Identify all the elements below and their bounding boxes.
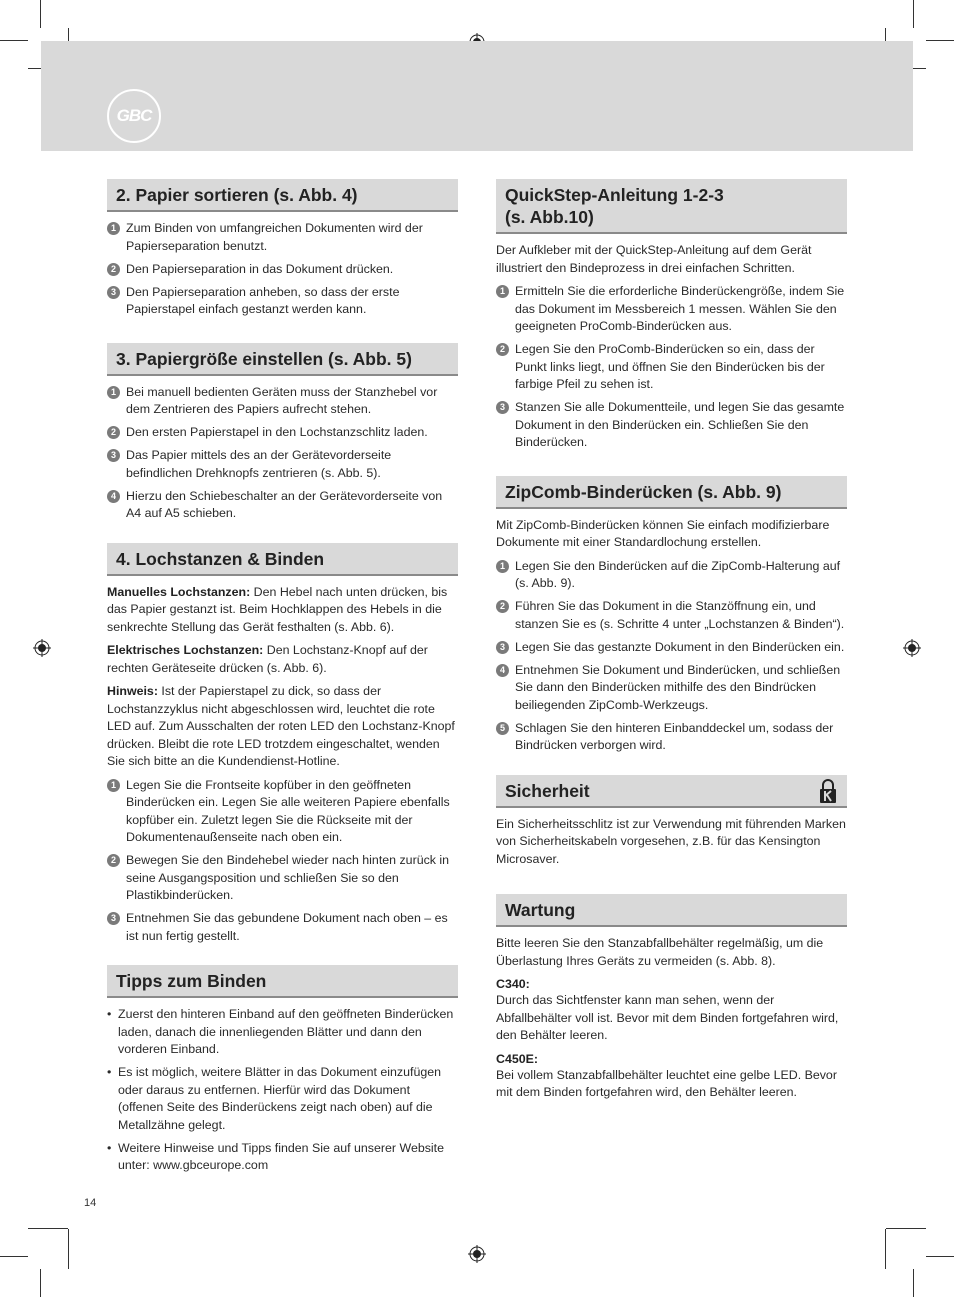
step-item xyxy=(496,341,847,394)
step-text: Hierzu den Schiebeschalter an der Gerätevorderseite von A4 auf A5 schieben. xyxy=(126,488,443,520)
step-list xyxy=(107,384,458,523)
sicherheit-text: Ein Sicherheitsschlitz ist zur Verwendung mit führenden Marken von Sicherheitskabeln vorgesehen, z.B. für das Kensington Microsaver. xyxy=(496,816,846,866)
bullet-item: • Weitere Hinweise und Tipps finden Sie auf unserer Website unter: www.gbceurope.com xyxy=(107,1140,458,1175)
step-number-icon: 1 xyxy=(107,222,120,235)
step-number-icon: 1 xyxy=(496,560,509,573)
section-heading: 3. Papiergröße einstellen (s. Abb. 5) xyxy=(107,343,458,376)
step-item xyxy=(107,777,458,847)
step-text: Stanzen Sie alle Dokumentteile, und legen Sie das gesamte Dokument in den Binderücken ein. Schließen Sie den Binderücken. xyxy=(515,400,845,449)
crop-mark xyxy=(40,1269,41,1297)
step-item xyxy=(496,720,847,755)
crop-mark xyxy=(0,1256,28,1257)
step-item xyxy=(107,384,458,419)
crop-mark xyxy=(913,0,914,28)
paragraph-text: Den Hebel nach unten drücken, bis das Papier gestanzt ist. Beim Hochklappen des Hebels in die senkrechte Stellung das Gerät festhalten (s. Abb. 6). xyxy=(107,584,448,634)
crop-mark xyxy=(68,1229,69,1269)
registration-mark-icon xyxy=(468,1245,486,1263)
step-list xyxy=(107,777,458,946)
step-text: Schlagen Sie den hinteren Einbanddeckel um, sodass der Bindrücken verborgen wird. xyxy=(515,720,834,752)
intro-text: Der Aufkleber mit der QuickStep-Anleitung auf dem Gerät illustriert den Bindeprozess in drei einfachen Schritten. xyxy=(496,243,812,275)
kensington-lock-icon xyxy=(819,778,837,804)
paragraph-text: Den Lochstanz-Knopf auf der rechten Geräteseite drücken (s. Abb. 6). xyxy=(107,643,428,675)
step-item xyxy=(496,283,847,336)
heading-line: (s. Abb.10) xyxy=(505,207,594,227)
step-item xyxy=(107,447,458,482)
section-heading: ZipComb-Binderücken (s. Abb. 9) xyxy=(496,476,847,509)
section-heading: 2. Papier sortieren (s. Abb. 4) xyxy=(107,179,458,212)
header-band xyxy=(41,41,913,151)
crop-mark xyxy=(40,0,41,28)
section-sicherheit xyxy=(496,775,847,869)
step-list xyxy=(496,283,847,452)
paragraph-text: Ist der Papierstapel zu dick, so dass der Lochstanzzyklus nicht abgeschlossen wird, leuchtet die rote LED auf. Zum Ausschalten der roten LED den Lochstanz-Knopf drücken. Bleibt die rote LED trotzdem eingeschaltet, wenden Sie sich bitte an die Kundendienst-Hotline. xyxy=(107,684,455,768)
step-number-icon: 4 xyxy=(107,490,120,503)
step-item xyxy=(107,852,458,905)
step-text: Legen Sie die Frontseite kopfüber in den geöffneten Binderücken ein. Legen Sie alle weiteren Papiere ebenfalls kopfüber ein. Zuletzt legen Sie die Rückseite mit der Dokumentenaußenseite nach oben ein. xyxy=(126,777,450,844)
section-heading xyxy=(496,775,847,808)
step-text: Den Papierseparation in das Dokument drücken. xyxy=(126,261,394,276)
step-number-icon: 2 xyxy=(107,263,120,276)
step-list xyxy=(496,558,847,755)
c340-text: Durch das Sichtfenster kann man sehen, wenn der Abfallbehälter voll ist. Bevor mit dem Binden fortgefahren wird, den Behälter leeren. xyxy=(496,993,839,1042)
section-heading: Tipps zum Binden xyxy=(107,965,458,998)
step-number-icon: 1 xyxy=(107,386,120,399)
step-item xyxy=(107,488,458,523)
step-item xyxy=(496,639,847,657)
step-number-icon: 3 xyxy=(107,449,120,462)
paragraph-hinweis xyxy=(107,683,458,771)
step-number-icon: 2 xyxy=(107,854,120,867)
step-number-icon: 3 xyxy=(496,641,509,654)
step-item xyxy=(107,910,458,945)
section-heading: 4. Lochstanzen & Binden xyxy=(107,543,458,576)
registration-mark-icon xyxy=(33,639,51,657)
model-label-c340: C340: xyxy=(496,977,530,991)
heading-line: QuickStep-Anleitung 1-2-3 xyxy=(505,185,724,205)
page-number: 14 xyxy=(84,1197,97,1209)
section-papiergroesse xyxy=(107,343,458,523)
step-item xyxy=(107,284,458,319)
intro-text: Mit ZipComb-Binderücken können Sie einfach modifizierbare Dokumente mit einer Standardlochung erstellen. xyxy=(496,517,830,549)
step-text: Bewegen Sie den Bindehebel wieder nach hinten zurück in seine Ausgangsposition und schließen Sie so den Plastikbinderücken. xyxy=(126,853,450,902)
crop-mark xyxy=(885,1229,886,1269)
step-text: Ermitteln Sie die erforderliche Binderückengröße, indem Sie das Dokument im Messbereich 1 messen. Wählen Sie den geeigneten ProComb-Binderücken aus. xyxy=(515,284,845,333)
step-item xyxy=(107,220,458,255)
heading-text: Sicherheit xyxy=(505,780,590,801)
step-text: Zum Binden von umfangreichen Dokumenten wird der Papierseparation benutzt. xyxy=(126,221,423,253)
section-papier-sortieren xyxy=(107,179,458,319)
step-text: Den Papierseparation anheben, so dass der erste Papierstapel einfach gestanzt werden kann. xyxy=(126,284,400,316)
step-text: Entnehmen Sie das gebundene Dokument nach oben – es ist nun fertig gestellt. xyxy=(126,911,448,943)
step-text: Legen Sie das gestanzte Dokument in den Binderücken ein. xyxy=(515,639,845,654)
step-text: Entnehmen Sie Dokument und Binderücken, und schließen Sie dann den Binderücken mithilfe des den Bindrücken beiliegenden ZipComb-Werkzeugs. xyxy=(515,662,841,712)
section-zipcomb xyxy=(496,476,847,755)
crop-mark xyxy=(913,1269,914,1297)
step-text: Den ersten Papierstapel in den Lochstanzschlitz laden. xyxy=(126,425,428,439)
right-column xyxy=(496,179,847,1108)
step-text: Legen Sie den ProComb-Binderücken so ein, dass der Punkt links liegt, und öffnen Sie den Binderücken bis der farbige Pfeil zu sehen ist. xyxy=(515,342,825,391)
registration-mark-icon xyxy=(903,639,921,657)
section-lochstanzen xyxy=(107,543,458,946)
bullet-item: • Es ist möglich, weitere Blätter in das Dokument einzufügen oder daraus zu entfernen. Hierfür wird das Dokument (offenen Seite des Binderückens zeigt nach oben) auf die Metallzähne gelegt. xyxy=(107,1064,458,1134)
c450e-text: Bei vollem Stanzabfallbehälter leuchtet eine gelbe LED. Bevor mit dem Binden fortgefahren wird, den Behälter leeren. xyxy=(496,1067,837,1099)
step-number-icon: 2 xyxy=(496,600,509,613)
step-number-icon: 3 xyxy=(107,286,120,299)
label-bold: Manuelles Lochstanzen: xyxy=(107,584,251,599)
step-item xyxy=(107,424,458,442)
step-number-icon: 3 xyxy=(107,912,120,925)
crop-mark xyxy=(926,1256,954,1257)
section-wartung xyxy=(496,894,847,1102)
section-heading: Wartung xyxy=(496,894,847,927)
crop-mark xyxy=(926,40,954,41)
label-bold: Hinweis: xyxy=(107,684,158,698)
paragraph-elektrisch xyxy=(107,642,458,677)
step-list xyxy=(107,220,458,319)
step-item xyxy=(496,399,847,452)
crop-mark xyxy=(0,40,28,41)
bullet-item: • Zuerst den hinteren Einband auf den geöffneten Binderücken laden, danach die innenliegenden Blätter und dann den vorderen Einband. xyxy=(107,1006,458,1059)
step-item xyxy=(496,558,847,593)
step-text: Führen Sie das Dokument in die Stanzöffnung ein, und stanzen Sie es (s. Schritte 4 unter „Lochstanzen & Binden“). xyxy=(515,599,845,631)
crop-mark xyxy=(28,1228,68,1229)
step-number-icon: 5 xyxy=(496,722,509,735)
label-bold: Elektrisches Lochstanzen: xyxy=(107,643,264,657)
step-item xyxy=(496,598,847,633)
bullet-list xyxy=(107,1006,458,1175)
step-item xyxy=(107,261,458,279)
paragraph-manuell xyxy=(107,584,458,637)
step-number-icon: 2 xyxy=(107,426,120,439)
step-number-icon: 2 xyxy=(496,343,509,356)
step-text: Bei manuell bedienten Geräten muss der Stanzhebel vor dem Zentrieren des Papiers aufrecht stehen. xyxy=(126,384,438,416)
step-item xyxy=(496,662,847,715)
model-label-c450e: C450E: xyxy=(496,1051,539,1066)
step-text: Legen Sie den Binderücken auf die ZipComb-Halterung auf (s. Abb. 9). xyxy=(515,558,841,590)
step-number-icon: 4 xyxy=(496,664,509,677)
step-number-icon: 3 xyxy=(496,401,509,414)
gbc-logo: GBC xyxy=(107,89,161,143)
section-tipps xyxy=(107,965,458,1175)
intro-text: Bitte leeren Sie den Stanzabfallbehälter regelmäßig, um die Überlastung Ihres Geräts zu vermeiden (s. Abb. 8). xyxy=(496,936,824,968)
section-heading xyxy=(496,179,847,234)
step-number-icon: 1 xyxy=(107,779,120,792)
step-text: Das Papier mittels des an der Gerätevorderseite befindlichen Drehknopfs zentrieren (s. Abb. 5). xyxy=(126,448,392,480)
section-quickstep xyxy=(496,179,847,452)
crop-mark xyxy=(886,1228,926,1229)
left-column xyxy=(107,179,458,1180)
step-number-icon: 1 xyxy=(496,285,509,298)
